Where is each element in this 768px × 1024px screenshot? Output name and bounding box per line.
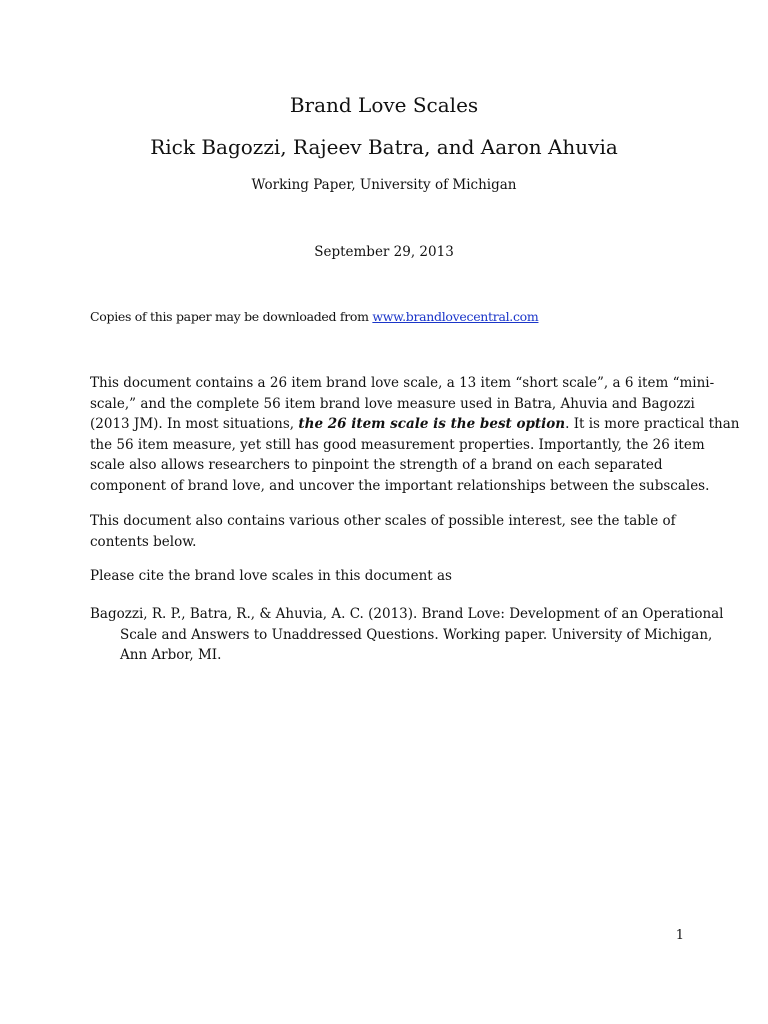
intro-line-2: scale,” and the complete 56 item brand love measure used in Batra, Ahuvia and Bagozzi [90, 395, 695, 412]
page-number: 1 [675, 928, 684, 943]
intro-line-3-end: . It is more practical than [565, 416, 740, 432]
download-note-text: Copies of this paper may be downloaded from [90, 309, 373, 324]
citation-reference [90, 604, 724, 666]
contents-paragraph [90, 511, 682, 552]
contents-line-2: contents below. [90, 533, 197, 550]
intro-line-4: the 56 item measure, yet still has good measurement properties. Importantly, the 26 item [90, 436, 705, 453]
affiliation: Working Paper, University of Michigan [251, 177, 517, 193]
citation-instruction: Please cite the brand love scales in this document as [90, 568, 452, 584]
intro-line-6: component of brand love, and uncover the important relationships between the subscales. [90, 477, 710, 494]
intro-line-3-start: (2013 JM). In most situations, [90, 416, 299, 432]
download-note [90, 308, 538, 326]
citation-line-1: Bagozzi, R. P., Batra, R., & Ahuvia, A. C. (2013). Brand Love: Development of an Operational [90, 606, 724, 622]
citation-line-3: Ann Arbor, MI. [120, 647, 222, 663]
intro-line-3 [90, 414, 740, 435]
best-option-emphasis: the 26 item scale is the best option [298, 416, 566, 432]
intro-paragraph [90, 373, 740, 496]
document-title: Brand Love Scales [289, 93, 479, 117]
citation-line-2: Scale and Answers to Unaddressed Questions. Working paper. University of Michigan, [120, 626, 713, 643]
intro-line-1: This document contains a 26 item brand love scale, a 13 item “short scale”, a 6 item “mini- [90, 375, 715, 391]
intro-line-5: scale also allows researchers to pinpoint the strength of a brand on each separated [90, 457, 663, 473]
contents-line-1: This document also contains various other scales of possible interest, see the table of [90, 513, 676, 529]
brandlovecentral-link[interactable]: www.brandlovecentral.com [372, 309, 539, 324]
publication-date: September 29, 2013 [314, 244, 454, 260]
authors: Rick Bagozzi, Rajeev Batra, and Aaron Ahuvia [150, 135, 618, 159]
